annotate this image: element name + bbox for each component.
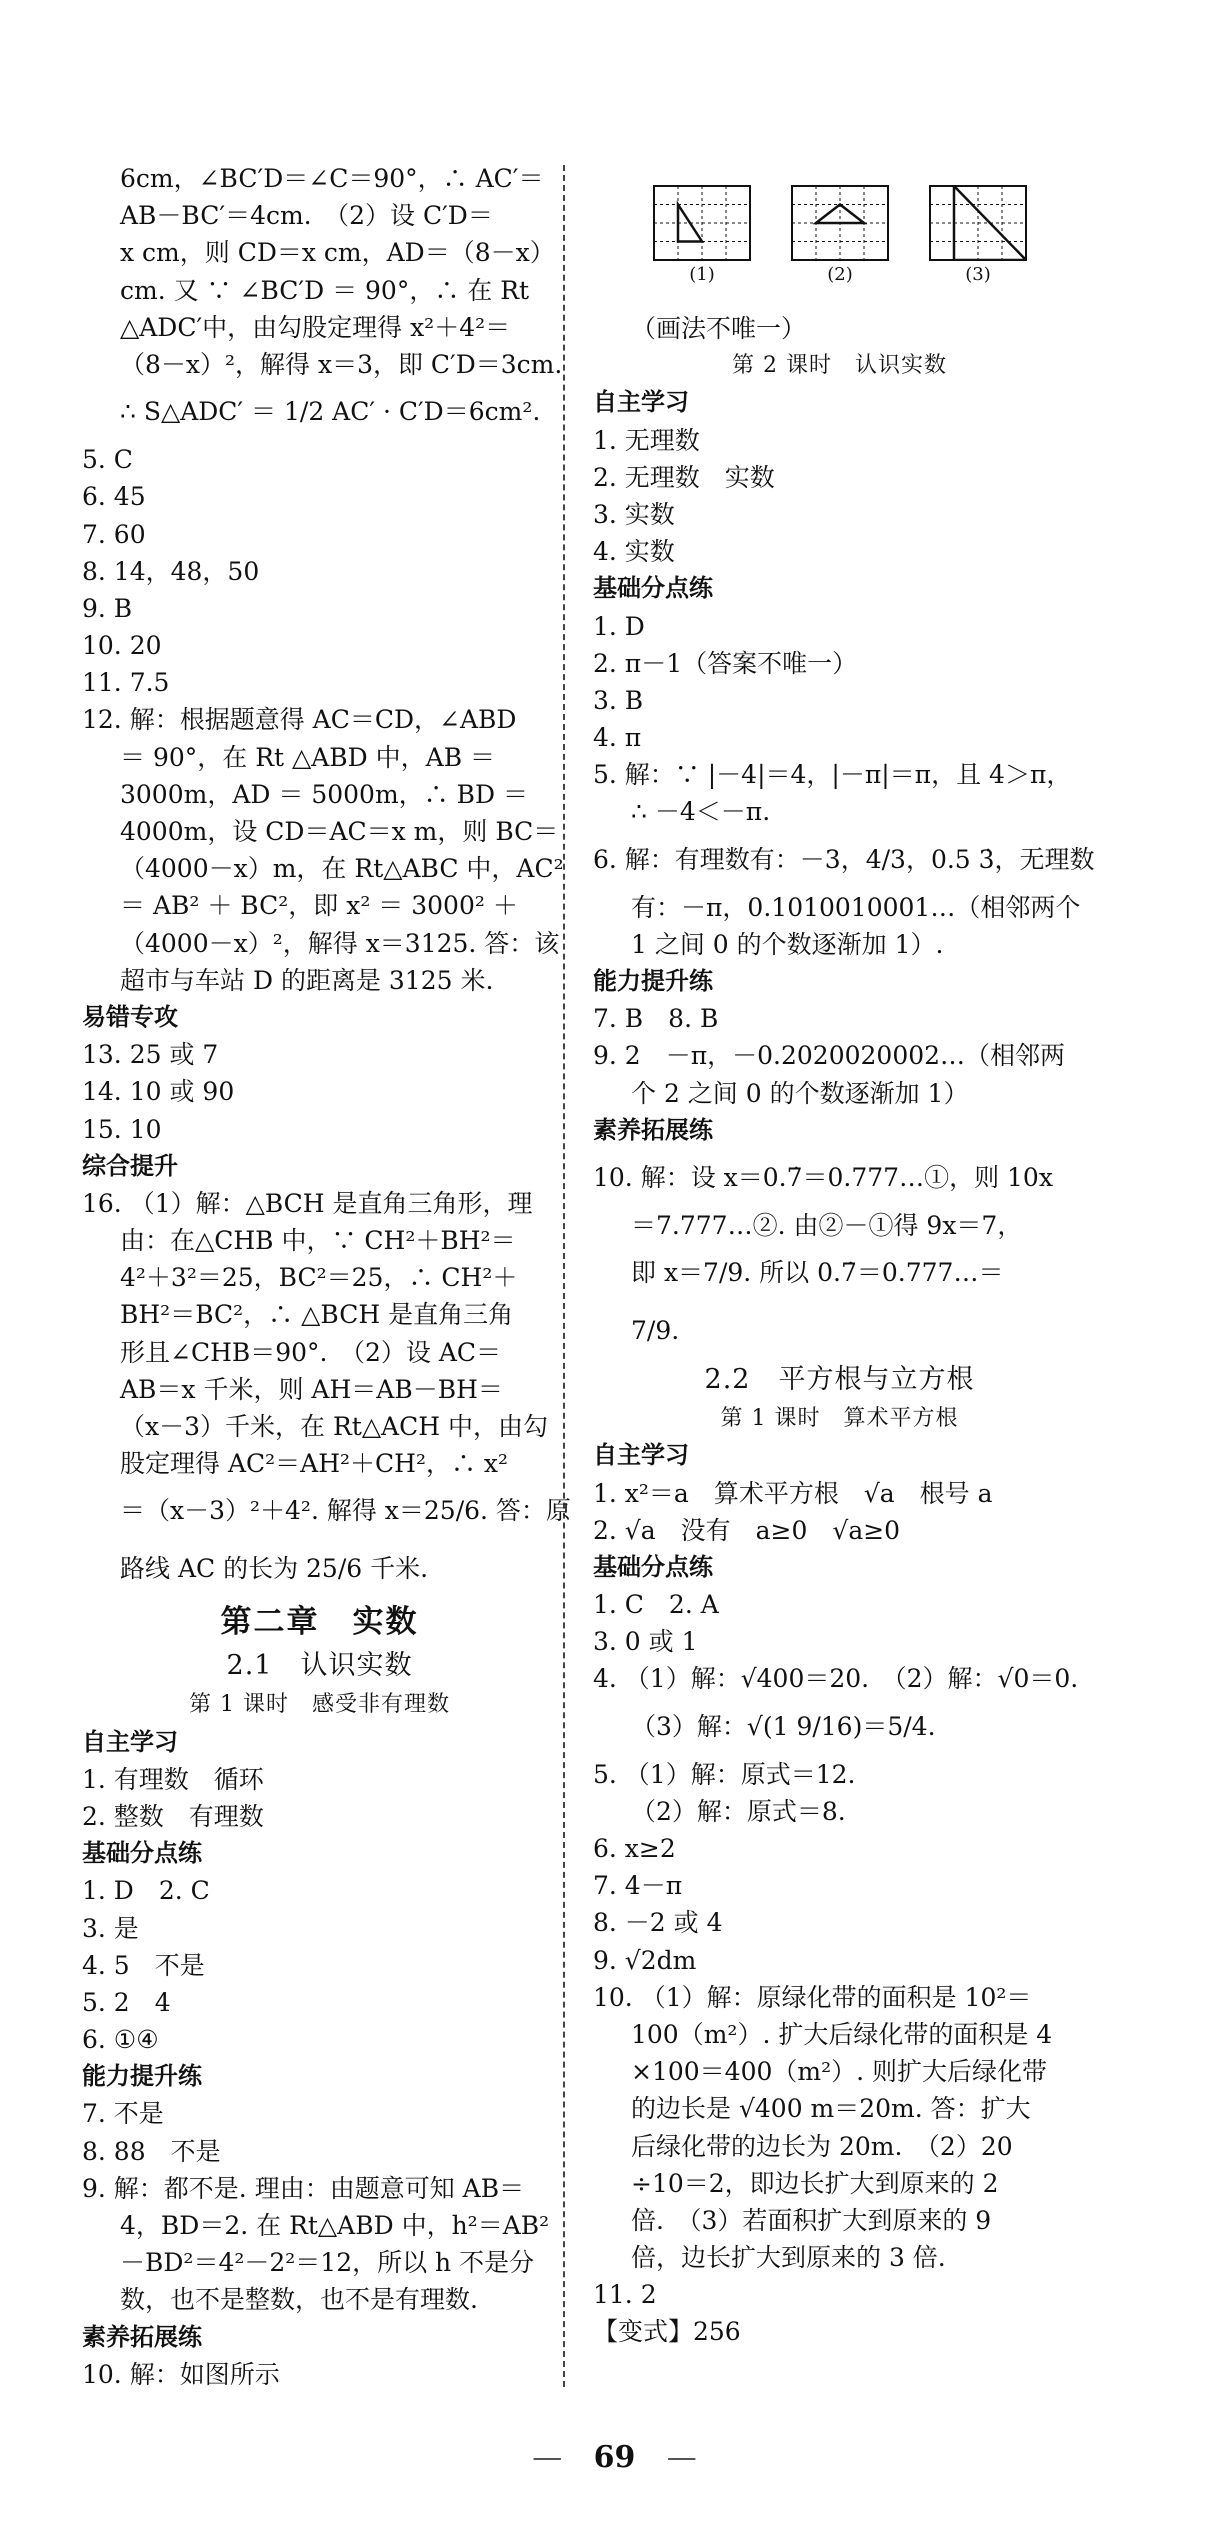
section-heading: 素养拓展练	[593, 1115, 713, 1144]
answer-line: 11. 7.5	[82, 668, 170, 698]
answer-line: 15. 10	[82, 1114, 162, 1144]
answer-line: （4000－x）m，在 Rt△ABC 中，AC²	[120, 854, 564, 884]
answer-line: 8. 14，48，50	[82, 556, 260, 586]
answer-line: 4. 5 不是	[82, 1950, 205, 1980]
answer-line: （3）解：√(1 9/16)＝5/4.	[631, 1711, 936, 1741]
page-number-footer	[0, 2440, 1229, 2475]
answer-line: 10. （1）解：原绿化带的面积是 10²＝	[593, 1982, 1032, 2012]
lesson-title: 第 2 课时 认识实数	[732, 353, 947, 379]
answer-line: BH²＝BC²，∴ △BCH 是直角三角	[120, 1300, 514, 1330]
section-heading: 基础分点练	[593, 574, 713, 603]
answer-line: 6. x≥2	[593, 1834, 676, 1863]
section-heading: 易错专攻	[82, 1002, 178, 1031]
answer-line: 3000m，AD ＝ 5000m，∴ BD ＝	[120, 779, 528, 809]
answer-line: 5. 2 4	[82, 1987, 171, 2017]
section-heading: 自主学习	[593, 1441, 689, 1470]
answer-line: 7. B 8. B	[593, 1004, 719, 1034]
answer-line: ÷10＝2，即边长扩大到原来的 2	[631, 2168, 999, 2198]
answer-line: 路线 AC 的长为 25/6 千米.	[120, 1554, 429, 1584]
figure-label: (3)	[965, 264, 991, 285]
answer-line: 超市与车站 D 的距离是 3125 米.	[120, 965, 494, 995]
figure-note: （画法不唯一）	[631, 314, 807, 343]
answer-line: 由：在△CHB 中，∵ CH²＋BH²＝	[120, 1226, 516, 1256]
answer-line: ＝7.777…②. 由②－①得 9x＝7，	[631, 1210, 1023, 1240]
grid-figure-2	[791, 185, 889, 261]
answer-line: AB＝x 千米，则 AH＝AB－BH＝	[120, 1374, 503, 1404]
answer-line: ＝ AB² ＋ BC²，即 x² ＝ 3000² ＋	[120, 891, 518, 921]
answer-line: 2. π－1（答案不唯一）	[593, 648, 858, 678]
answer-line: 个 2 之间 0 的个数逐渐加 1）	[631, 1078, 969, 1108]
answer-line: 9. 解：都不是. 理由：由题意可知 AB＝	[82, 2173, 525, 2203]
answer-line: 6. 解：有理数有：－3，4/3，0.5 3̇，无理数	[593, 844, 1095, 874]
footer-dash: —	[532, 2440, 563, 2475]
column-divider	[563, 165, 565, 2387]
answer-line: 的边长是 √400 m＝20m. 答：扩大	[631, 2094, 1031, 2124]
answer-line: 11. 2	[593, 2280, 657, 2310]
answer-line: 数，也不是整数，也不是有理数.	[120, 2285, 478, 2315]
grid-figures	[593, 160, 1086, 310]
page-number: 69	[593, 2440, 636, 2475]
answer-line: ＝ 90°，在 Rt △ABD 中，AB ＝	[120, 742, 496, 772]
right-column	[593, 160, 1095, 2351]
answer-line: 3. 0 或 1	[593, 1627, 698, 1657]
answer-line: 2. 整数 有理数	[82, 1801, 264, 1831]
answer-line: 7. 4－π	[593, 1871, 683, 1901]
answer-line: 3. 是	[82, 1913, 139, 1943]
answer-line: 即 x＝7/9. 所以 0.7̇＝0.777…＝	[631, 1258, 1004, 1288]
answer-line: 2. 无理数 实数	[593, 462, 775, 492]
answer-line: 4. （1）解：√400＝20. （2）解：√0＝0.	[593, 1664, 1079, 1694]
answer-line: 形且∠CHB＝90°. （2）设 AC＝	[120, 1337, 502, 1367]
answer-line: 1. x²＝a 算术平方根 √a 根号 a	[593, 1478, 993, 1508]
lesson-title: 第 1 课时 感受非有理数	[189, 1692, 450, 1718]
answer-line: △ADC′中，由勾股定理得 x²＋4²＝	[120, 312, 511, 342]
answer-line: 倍，边长扩大到原来的 3 倍.	[631, 2243, 946, 2273]
footer-dash: —	[666, 2440, 697, 2475]
answer-line: 1. C 2. A	[593, 1590, 719, 1620]
figure-label: (1)	[689, 264, 715, 285]
answer-line: 6cm，∠BC′D＝∠C＝90°，∴ AC′＝	[120, 164, 544, 193]
answer-line: 1. 无理数	[593, 425, 700, 455]
answer-line: （2）解：原式＝8.	[631, 1796, 846, 1826]
section-heading: 综合提升	[82, 1151, 178, 1180]
answer-line: 1. 有理数 循环	[82, 1764, 264, 1794]
answer-line: 9. √2dm	[593, 1945, 697, 1975]
answer-line: x cm，则 CD＝x cm，AD＝（8－x）	[120, 238, 555, 268]
answer-line: 14. 10 或 90	[82, 1077, 235, 1107]
answer-line: 9. 2 －π，－0.2020020002…（相邻两	[593, 1041, 1066, 1071]
answer-line: 1. D 2. C	[82, 1876, 210, 1906]
answer-line: 6. 45	[82, 482, 146, 512]
answer-line: 4. 实数	[593, 537, 675, 567]
answer-line: 有：－π，0.1010010001…（相邻两个	[631, 892, 1081, 922]
answer-line: 13. 25 或 7	[82, 1040, 219, 1070]
section-heading: 素养拓展练	[82, 2322, 202, 2351]
answer-line: （8－x）²，解得 x＝3，即 C′D＝3cm.	[120, 349, 563, 379]
answer-line: 9. B	[82, 593, 133, 623]
section-title: 2.2 平方根与立方根	[704, 1364, 975, 1396]
lesson-title: 第 1 课时 算术平方根	[720, 1406, 959, 1432]
answer-line: －BD²＝4²－2²＝12，所以 h 不是分	[120, 2248, 535, 2278]
answer-line: 100（m²）. 扩大后绿化带的面积是 4	[631, 2019, 1053, 2049]
answer-line: 4，BD＝2. 在 Rt△ABD 中，h²＝AB²	[120, 2211, 550, 2240]
answer-line: 5. 解：∵ |－4|＝4，|－π|＝π，且 4＞π，	[593, 760, 1072, 790]
answer-line: 5. （1）解：原式＝12.	[593, 1759, 856, 1789]
answer-line: 后绿化带的边长为 20m. （2）20	[631, 2131, 1013, 2161]
answer-line: 12. 解：根据题意得 AC＝CD，∠ABD	[82, 705, 517, 735]
answer-line: 1. D	[593, 611, 645, 641]
answer-line: 4000m，设 CD＝AC＝x m，则 BC＝	[120, 817, 559, 846]
answer-line: 2. √a 没有 a≥0 √a≥0	[593, 1515, 901, 1545]
answer-line: cm. 又 ∵ ∠BC′D ＝ 90°，∴ 在 Rt	[120, 275, 530, 305]
answer-line: 16. （1）解：△BCH 是直角三角形，理	[82, 1188, 533, 1218]
answer-line: 7/9.	[631, 1316, 680, 1346]
section-title: 2.1 认识实数	[226, 1650, 413, 1682]
answer-line: 4. π	[593, 723, 642, 753]
answer-line: 3. 实数	[593, 499, 675, 529]
section-heading: 基础分点练	[82, 1839, 202, 1868]
answer-line: 8. 88 不是	[82, 2136, 221, 2166]
grid-figure-1	[653, 185, 751, 261]
answer-line: 【变式】256	[593, 2317, 741, 2347]
answer-line: 10. 解：设 x＝0.7̇＝0.777…①，则 10x	[593, 1162, 1053, 1192]
answer-line: 6. ①④	[82, 2025, 159, 2055]
answer-line: （4000－x）²，解得 x＝3125. 答：该	[120, 928, 560, 958]
answer-line: 5. C	[82, 445, 133, 475]
answer-line: ×100＝400（m²）. 则扩大后绿化带	[631, 2057, 1048, 2087]
answer-line: 8. －2 或 4	[593, 1908, 723, 1938]
answer-line: 1 之间 0 的个数逐渐加 1）.	[631, 929, 944, 959]
answer-line: 7. 不是	[82, 2099, 164, 2129]
answer-line: 股定理得 AC²＝AH²＋CH²，∴ x²	[120, 1449, 509, 1479]
answer-line: 倍. （3）若面积扩大到原来的 9	[631, 2205, 992, 2235]
figure-label: (2)	[827, 264, 853, 285]
answer-line: ＝（x－3）²＋4². 解得 x＝25/6. 答：原	[120, 1496, 571, 1526]
answer-line: （x－3）千米，在 Rt△ACH 中，由勾	[120, 1412, 548, 1441]
answer-line: 4²＋3²＝25，BC²＝25，∴ CH²＋	[120, 1263, 518, 1293]
answer-line: 10. 解：如图所示	[82, 2359, 280, 2389]
grid-figure-3	[929, 185, 1027, 261]
answer-line: AB－BC′＝4cm. （2）设 C′D＝	[120, 201, 493, 231]
answer-line: 3. B	[593, 685, 644, 715]
chapter-title: 第二章 实数	[220, 1604, 419, 1641]
section-heading: 基础分点练	[593, 1552, 713, 1581]
answer-line: ∴ －4＜－π.	[631, 797, 771, 827]
section-heading: 能力提升练	[82, 2062, 202, 2091]
section-heading: 自主学习	[82, 1727, 178, 1756]
answer-line: 7. 60	[82, 519, 146, 549]
answer-line: 10. 20	[82, 631, 162, 661]
section-heading: 自主学习	[593, 388, 689, 417]
section-heading: 能力提升练	[593, 967, 713, 995]
answer-line: ∴ S△ADC′ ＝ 1/2 AC′ · C′D＝6cm².	[120, 397, 541, 427]
left-column	[82, 160, 571, 2393]
